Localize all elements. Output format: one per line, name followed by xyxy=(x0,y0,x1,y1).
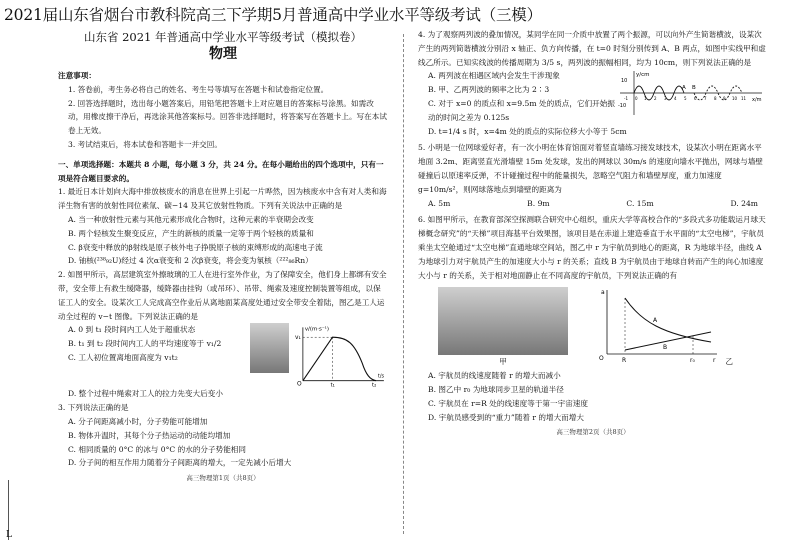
wave-tick: 6 xyxy=(694,96,697,102)
option: D. 24m xyxy=(730,198,758,208)
wave-point-a: A xyxy=(682,85,686,92)
option: A. 当一种放射性元素与其他元素形成化合物时，这种元素的半衰期会改变 xyxy=(68,214,314,224)
question-4: 4. 为了观察两列波的叠加情况，某同学在同一介质中放置了两个振源，可以向外产生简谐横波，设某次产生的两列简谐横波分别沿 x 轴正、负方向传播，在 t=0 时刻分别传到 A、B 两点，如图中实线甲和虚线乙所示。已知实线波的传播周期为 3/5 s，两列波的振幅相同，均为 10cm，则下列说法正确的是 xyxy=(418,30,766,67)
option: B. 物体升温时，其每个分子热运动的动能均增加 xyxy=(68,430,231,440)
page-footer: 高三物理第2页（共8页） xyxy=(556,428,630,437)
option: D. 整个过程中绳索对工人的拉力先变大后变小 xyxy=(68,389,223,399)
question-1: 1. 最近日本计划向大海中排放核废水的消息在世界上引起一片哗然，因为核废水中含有对人类和海洋生物有害的放射性同位素氚、碳−14 及其它放射性物质。下列有关说法中正确的是 xyxy=(58,187,387,211)
wave-tick: 10 xyxy=(732,96,738,102)
wave-tick: 4 xyxy=(674,96,677,102)
wave-xlabel: x/m xyxy=(752,97,762,104)
wave-tick: 7 xyxy=(704,96,707,102)
wave-tick: 9 xyxy=(723,96,726,102)
document-header: 2021届山东省烟台市教科院高三下学期5月普通高中学业水平等级考试（三模） xyxy=(4,6,542,24)
accel-xlabel: r xyxy=(712,357,716,365)
question-3: 3. 下列说法正确的是 xyxy=(58,403,129,413)
graph-v1: v₁ xyxy=(295,335,302,342)
option: C. 15m xyxy=(626,198,654,208)
right-page xyxy=(418,28,768,440)
option: D. 铀核(²³⁸₉₂U)经过 4 次α衰变和 2 次β衰变，将会变为氡核（²²²₈₆Rn） xyxy=(68,256,313,266)
left-page xyxy=(58,28,388,486)
option: A. 分子间距离减小时，分子势能可能增加 xyxy=(68,416,208,426)
option: C. 工人初位置离地面高度为 v₁t₂ xyxy=(68,352,178,362)
accel-line-b: B xyxy=(662,344,668,352)
option: C. 相同质量的 0°C 的冰与 0°C 的水的分子势能相同 xyxy=(68,444,246,454)
caption-jia: 甲 xyxy=(499,357,507,367)
option: A. 5m xyxy=(428,198,451,208)
subject-title: 物理 xyxy=(209,46,237,62)
option: B. t₁ 到 t₂ 段时间内工人的平均速度等于 v₁/2 xyxy=(68,339,222,349)
wave-tick: -1 xyxy=(624,96,628,102)
option: B. 9m xyxy=(527,198,550,208)
option: D. 分子间的相互作用力随着分子间距离的增大，一定先减小后增大 xyxy=(68,458,292,468)
wave-tick: 3 xyxy=(664,96,667,102)
notice-item: 3. 考试结束后，将本试卷和答题卡一并交回。 xyxy=(68,139,222,149)
wave-tick: 2 xyxy=(654,96,657,102)
section-heading: 一、单项选择题：本题共 8 小题，每小题 3 分，共 24 分。在每小题给出的四个选项中，只有一项是符合题目要求的。 xyxy=(58,159,384,183)
option: D. t=1/4 s 时，x=4m 处的质点的实际位移大小等于 5cm xyxy=(428,126,627,136)
graph-ylabel: v/(m·s⁻¹) xyxy=(305,326,330,333)
graph-t1: t₁ xyxy=(330,382,336,388)
exam-title: 山东省 2021 年普通高中学业水平等级考试（模拟卷） xyxy=(83,30,363,44)
wave-tick: 8 xyxy=(714,96,717,102)
option: C. 对于 x=0 的质点和 x=9.5m 处的质点，它们开始振动的时间之差为 0.125s xyxy=(428,98,615,122)
side-mark: L xyxy=(6,530,12,540)
question-5: 5. 小明是一位网球爱好者，有一次小明在体育馆面对着竖直墙练习接发球技术，设某次小明在距离水平地面 3.2m、距离竖直光滑墙壁 15m 处发球，发出的网球以 30m/s 的速度向墙水平抛出，网球与墙壁碰撞后以原速率反弹，不计碰撞过程中的能量损失，忽略空气阻力和墙壁厚度，重力加速度 g=10m/s²，则网球落地点到墙壁的距离为 xyxy=(418,143,763,194)
notice-heading: 注意事项： xyxy=(58,71,96,80)
wave-tick: 5 xyxy=(684,96,687,102)
wave-tick: 11 xyxy=(741,96,747,102)
question-2: 2. 如图甲所示，高层建筑室外擦玻璃的工人在进行室外作业，为了保障安全，他们身上都绑有安全带，安全带上有救生缓降器，缓降器由挂钩（或吊环）、吊带、绳索及速度控制装置等组成，以保证工人的安全。设某次工人完成高空作业后从离地面某高度处通过安全带安全着陆，图乙是工人运动全过程的 v−t 图像。下列说法正确的是 xyxy=(58,270,387,321)
option: D. 宇航员感受到的“重力”随着 r 的增大而增大 xyxy=(428,412,584,422)
wave-point-b: B xyxy=(692,85,696,92)
option: C. β衰变中释放的β射线是原子核外电子挣脱原子核的束缚形成的高速电子流 xyxy=(68,242,323,252)
question-6: 6. 如图甲所示，在教育部深空探测联合研究中心组织，重庆大学等高校合作的“多段式多功能载运月球天梯概念研究”的“天梯”项目海基平台效果图，该项目是在赤道上建造垂直于水平面的“太空电梯”，宇航员乘坐太空舱通过“太空电梯”直通地球空间站，图乙中 r 为宇航员到地心的距离，R 为地球半径，曲线 A 为地球引力对宇航员产生的加速度大小与 r 的关系；直线 B 为宇航员由于地球自转而产生的向心加速度大小与 r 的关系，关于相对地面静止在不同高度的宇航员，下列说法正确的有 xyxy=(418,215,766,280)
worker-photo xyxy=(250,323,290,373)
accel-r-earth: R xyxy=(621,357,627,365)
graph-tunit: t/s xyxy=(378,374,385,381)
notice-item: 1. 答卷前，考生务必将自己的姓名、考生号等填写在答题卡和试卷指定位置。 xyxy=(68,84,329,94)
notice-item: 2. 回答选择题时，选出每小题答案后，用铅笔把答题卡上对应题目的答案标号涂黑。如需改动，用橡皮擦干净后，再选涂其他答案标号。回答非选择题时，将答案写在答题卡上。写在本试卷上无效。 xyxy=(68,98,387,136)
graph-origin: O xyxy=(297,381,302,388)
option: C. 宇航员在 r=R 处的线速度等于第一宇宙速度 xyxy=(428,398,588,408)
wave-10: 10 xyxy=(621,78,628,85)
option: A. 0 到 t₁ 段时间内工人处于超重状态 xyxy=(68,325,196,335)
option: A. 两列波在相遇区域内会发生干涉现象 xyxy=(428,71,560,81)
column-divider xyxy=(403,34,404,534)
accel-curve-a: A xyxy=(652,317,658,325)
acceleration-graph xyxy=(593,286,723,364)
wave-ylabel: y/cm xyxy=(636,72,650,79)
option: A. 宇航员的线速度随着 r 的增大而减小 xyxy=(428,371,561,381)
accel-r0: r₀ xyxy=(689,357,695,365)
wave-m10: -10 xyxy=(618,103,627,110)
wave-tick: 1 xyxy=(644,96,647,102)
graph-t2: t₂ xyxy=(372,382,377,388)
wave-graph xyxy=(616,69,766,119)
accel-ylabel: a xyxy=(600,289,605,297)
option: B. 甲、乙两列波的频率之比为 2∶3 xyxy=(428,85,550,95)
velocity-time-graph xyxy=(293,323,388,387)
option: B. 图乙中 r₀ 为地球同步卫星的轨道半径 xyxy=(428,384,564,394)
option: B. 两个轻核发生聚变反应，产生的新核的质量一定等于两个轻核的质量和 xyxy=(68,228,314,238)
space-elevator-photo xyxy=(438,287,568,355)
page-footer: 高三物理第1页（共8页） xyxy=(186,474,260,483)
accel-origin: O xyxy=(598,355,604,363)
caption-yi: 乙 xyxy=(725,357,733,367)
wave-tick: 0 xyxy=(635,96,638,102)
